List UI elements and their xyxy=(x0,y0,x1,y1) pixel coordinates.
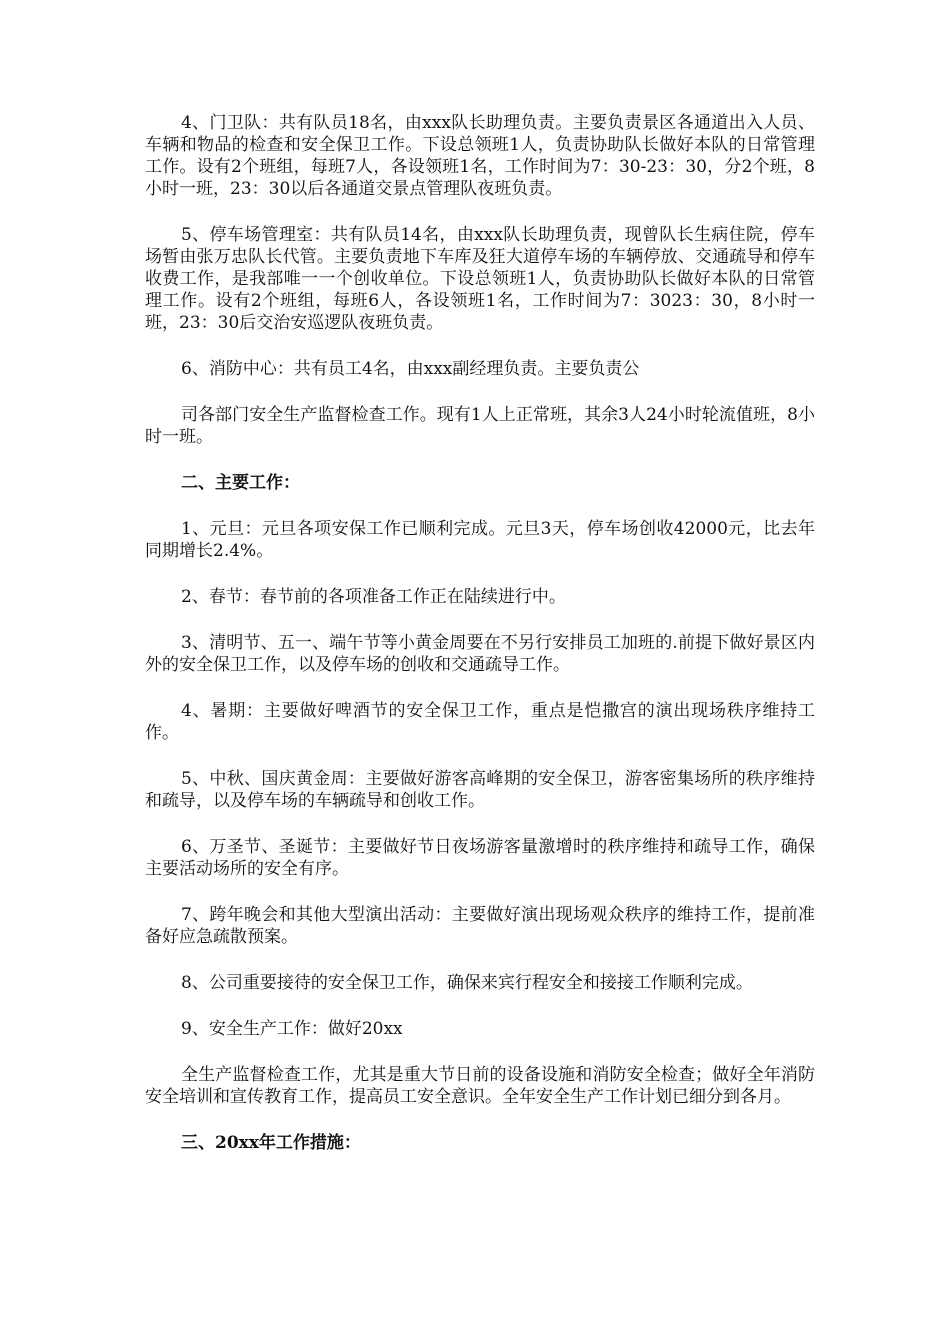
paragraph-new-year: 1、元旦：元旦各项安保工作已顺利完成。元旦3天，停车场创收42000元，比去年同期增长2.4%。 xyxy=(145,519,815,561)
paragraph-safety-production-continued: 全生产监督检查工作，尤其是重大节日前的设备设施和消防安全检查；做好全年消防安全培训和宣传教育工作，提高员工安全意识。全年安全生产工作计划已细分到各月。 xyxy=(145,1065,815,1107)
paragraph-safety-production: 9、安全生产工作：做好20xx xyxy=(181,1019,403,1039)
section-heading-main-work: 二、主要工作： xyxy=(181,473,300,493)
paragraph-fire-center-continued: 司各部门安全生产监督检查工作。现有1人上正常班，其余3人24小时轮流值班，8小时一班。 xyxy=(145,405,815,447)
paragraph-small-golden-weeks: 3、清明节、五一、端午节等小黄金周要在不另行安排员工加班的.前提下做好景区内外的安全保卫工作，以及停车场的创收和交通疏导工作。 xyxy=(145,633,815,675)
paragraph-gate-team: 4、门卫队：共有队员18名，由xxx队长助理负责。主要负责景区各通道出入人员、车辆和物品的检查和安全保卫工作。下设总领班1人，负责协助队长做好本队的日常管理工作。设有2个班组，每班7人，各设领班1名，工作时间为7：30-23：30，分2个班，8小时一班，23：30以后各通道交景点管理队夜班负责。 xyxy=(145,113,815,199)
paragraph-halloween-christmas: 6、万圣节、圣诞节：主要做好节日夜场游客量激增时的秩序维持和疏导工作，确保主要活动场所的安全有序。 xyxy=(145,837,815,879)
section-heading-work-measures: 三、20xx年工作措施： xyxy=(181,1133,361,1153)
paragraph-spring-festival: 2、春节：春节前的各项准备工作正在陆续进行中。 xyxy=(181,587,566,607)
paragraph-summer: 4、暑期：主要做好啤酒节的安全保卫工作，重点是恺撒宫的演出现场秩序维持工作。 xyxy=(145,701,815,743)
paragraph-mid-autumn-national-day: 5、中秋、国庆黄金周：主要做好游客高峰期的安全保卫，游客密集场所的秩序维持和疏导，以及停车场的车辆疏导和创收工作。 xyxy=(145,769,815,811)
document-page xyxy=(145,112,815,1178)
paragraph-fire-center: 6、消防中心：共有员工4名，由xxx副经理负责。主要负责公 xyxy=(181,359,640,379)
paragraph-new-year-eve-shows: 7、跨年晚会和其他大型演出活动：主要做好演出现场观众秩序的维持工作，提前准备好应急疏散预案。 xyxy=(145,905,815,947)
paragraph-vip-reception: 8、公司重要接待的安全保卫工作，确保来宾行程安全和接接工作顺利完成。 xyxy=(181,973,753,993)
paragraph-parking-office: 5、停车场管理室：共有队员14名，由xxx队长助理负责，现曾队长生病住院，停车场暂由张万忠队长代管。主要负责地下车库及狂大道停车场的车辆停放、交通疏导和停车收费工作，是我部唯一一个创收单位。下设总领班1人，负责协助队长做好本队的日常管理工作。设有2个班组，每班6人，各设领班1名，工作时间为7：3023：30，8小时一班，23：30后交治安巡逻队夜班负责。 xyxy=(145,225,815,333)
